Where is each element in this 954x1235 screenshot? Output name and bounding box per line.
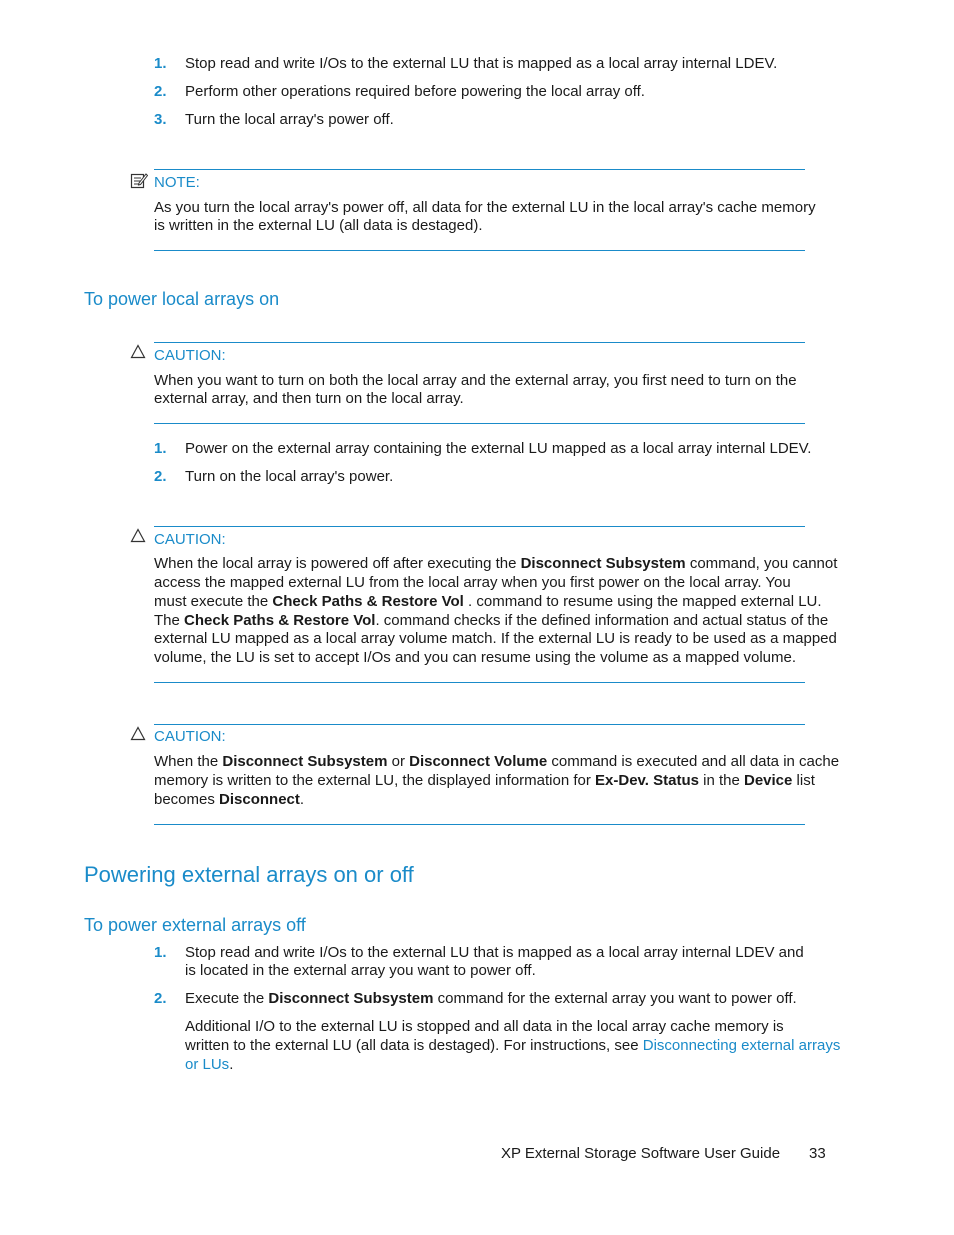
- paragraph-text: written to the external LU (all data is destaged). For instructions, see Disconnecting external arrays: [185, 1037, 841, 1054]
- list-number: 1.: [154, 55, 167, 72]
- caution-text: When you want to turn on both the local array and the external array, you first need to turn on the: [154, 372, 797, 389]
- warning-triangle-icon: [130, 528, 146, 547]
- paragraph-text: Additional I/O to the external LU is stopped and all data in the local array cache memory is: [185, 1018, 784, 1035]
- caution-label: CAUTION:: [154, 728, 226, 745]
- warning-triangle-icon: [130, 344, 146, 363]
- list-item: Power on the external array containing the external LU mapped as a local array internal LDEV.: [185, 440, 812, 457]
- caution-label: CAUTION:: [154, 531, 226, 548]
- caution-text: access the mapped external LU from the local array when you first power on the local array. You: [154, 574, 791, 591]
- caution-text: becomes Disconnect.: [154, 791, 305, 808]
- caution-label: CAUTION:: [154, 347, 226, 364]
- page-number: 33: [809, 1145, 826, 1162]
- list-item: Stop read and write I/Os to the external LU that is mapped as a local array internal LDEV and: [185, 944, 804, 961]
- caution-text: external LU mapped as a local array volume match. If the external LU is ready to be used as a mapped: [154, 630, 837, 647]
- disconnecting-external-arrays-link[interactable]: Disconnecting external arrays: [642, 1037, 841, 1054]
- caution-text: The Check Paths & Restore Vol. command checks if the defined information and actual status of the: [154, 612, 829, 629]
- list-number: 2.: [154, 990, 167, 1007]
- list-number: 1.: [154, 440, 167, 457]
- list-item: is located in the external array you want to power off.: [185, 962, 536, 979]
- caution-text: memory is written to the external LU, the displayed information for Ex-Dev. Status in the Device list: [154, 772, 815, 789]
- list-number: 2.: [154, 468, 167, 485]
- note-text: is written in the external LU (all data is destaged).: [154, 217, 483, 234]
- footer-title: XP External Storage Software User Guide: [501, 1145, 781, 1162]
- list-item: Turn the local array's power off.: [185, 111, 394, 128]
- caution-bottom-rule: [154, 423, 805, 424]
- list-number: 2.: [154, 83, 167, 100]
- list-item: Perform other operations required before powering the local array off.: [185, 83, 645, 100]
- section-heading: To power external arrays off: [84, 915, 306, 935]
- caution-top-rule: [154, 342, 805, 343]
- list-number: 1.: [154, 944, 167, 961]
- warning-triangle-icon: [130, 726, 146, 745]
- caution-text: must execute the Check Paths & Restore Vol . command to resume using the mapped external LU.: [154, 593, 822, 610]
- note-label: NOTE:: [154, 174, 200, 191]
- list-item: Stop read and write I/Os to the external LU that is mapped as a local array internal LDEV.: [185, 55, 778, 72]
- caution-top-rule: [154, 724, 805, 725]
- chapter-heading: Powering external arrays on or off: [84, 862, 414, 887]
- caution-text: volume, the LU is set to accept I/Os and you can resume using the volume as a mapped volume.: [154, 649, 797, 666]
- note-top-rule: [154, 169, 805, 170]
- caution-text: When the local array is powered off after executing the Disconnect Subsystem command, you cannot: [154, 555, 838, 572]
- note-icon: [130, 172, 148, 194]
- list-number: 3.: [154, 111, 167, 128]
- note-bottom-rule: [154, 250, 805, 251]
- caution-text: When the Disconnect Subsystem or Disconnect Volume command is executed and all data in cache: [154, 753, 840, 770]
- caution-bottom-rule: [154, 824, 805, 825]
- list-item: Execute the Disconnect Subsystem command for the external array you want to power off.: [185, 990, 797, 1007]
- caution-top-rule: [154, 526, 805, 527]
- list-item: Turn on the local array's power.: [185, 468, 394, 485]
- caution-bottom-rule: [154, 682, 805, 683]
- paragraph-text: or LUs.: [185, 1056, 234, 1073]
- caution-text: external array, and then turn on the local array.: [154, 390, 464, 407]
- note-text: As you turn the local array's power off, all data for the external LU in the local array's cache memory: [154, 199, 816, 216]
- section-heading: To power local arrays on: [84, 289, 280, 309]
- disconnecting-external-arrays-link-cont[interactable]: or LUs: [185, 1056, 230, 1073]
